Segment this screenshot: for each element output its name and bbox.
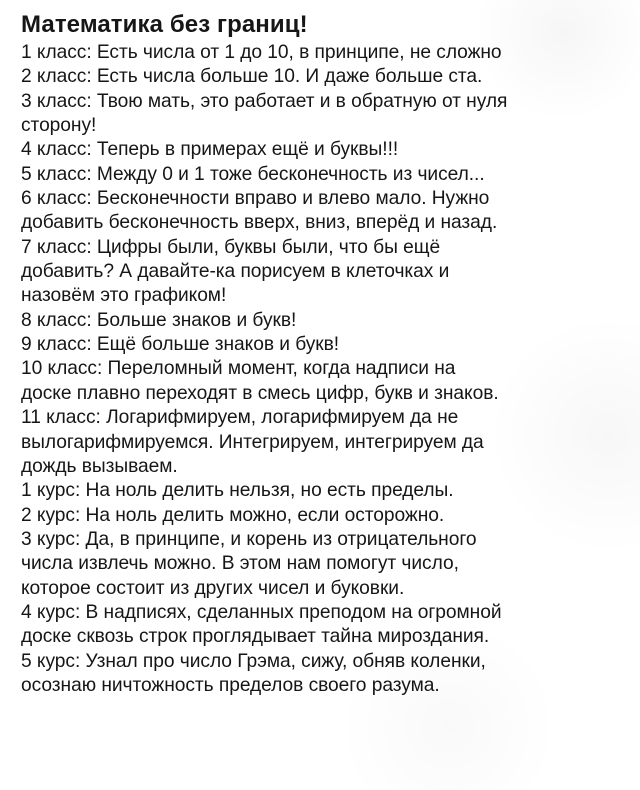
text-line: сторону!: [21, 115, 97, 137]
text-line: 10 класс: Переломный момент, когда надписи на: [21, 358, 456, 380]
text-line: 4 класс: Теперь в примерах ещё и буквы!!!: [21, 139, 399, 161]
text-line: добавить бесконечность вверх, вниз, вперёд и назад.: [21, 212, 498, 234]
text-line: осознаю ничтожность пределов своего разума.: [21, 674, 440, 696]
text-line: 3 курс: Да, в принципе, и корень из отрицательного: [21, 528, 477, 550]
text-line: 7 класс: Цифры были, буквы были, что бы ещё: [21, 236, 441, 258]
text-line: доске плавно переходят в смесь цифр, букв и знаков.: [21, 382, 499, 404]
text-line: 11 класс: Логарифмируем, логарифмируем да не: [21, 407, 459, 429]
text-line: 1 класс: Есть числа от 1 до 10, в принципе, не сложно: [21, 42, 502, 63]
text-line: 8 класс: Больше знаков и букв!: [21, 309, 297, 331]
text-line: 5 класс: Между 0 и 1 тоже бесконечность из чисел...: [21, 163, 485, 185]
text-line: 5 курс: Узнал про число Грэма, сижу, обняв коленки,: [21, 650, 486, 672]
document-title: Математика без границ!: [21, 11, 308, 38]
text-line: доске сквозь строк проглядывает тайна мироздания.: [21, 626, 490, 648]
document-body: [21, 10, 633, 698]
text-line: вылогарифмируемся. Интегрируем, интегрируем да: [21, 431, 484, 453]
text-line: назовём это графиком!: [21, 285, 227, 307]
text-line: 2 класс: Есть числа больше 10. И даже больше ста.: [21, 66, 483, 88]
text-line: которое состоит из других чисел и буковки.: [21, 577, 405, 599]
text-line: 3 класс: Твою мать, это работает и в обратную от нуля: [21, 90, 508, 112]
text-line: 2 курс: На ноль делить можно, если осторожно.: [21, 504, 445, 526]
text-line: дождь вызываем.: [21, 455, 178, 477]
text-line: 6 класс: Бесконечности вправо и влево мало. Нужно: [21, 188, 490, 210]
text-line: 4 курс: В надписях, сделанных преподом на огромной: [21, 601, 502, 623]
text-line: добавить? А давайте-ка порисуем в клеточках и: [21, 261, 450, 283]
text-line: числа извлечь можно. В этом нам помогут число,: [21, 553, 459, 575]
document-text: [21, 41, 633, 698]
text-line: 1 курс: На ноль делить нельзя, но есть пределы.: [21, 480, 454, 502]
text-line: 9 класс: Ещё больше знаков и букв!: [21, 334, 340, 356]
